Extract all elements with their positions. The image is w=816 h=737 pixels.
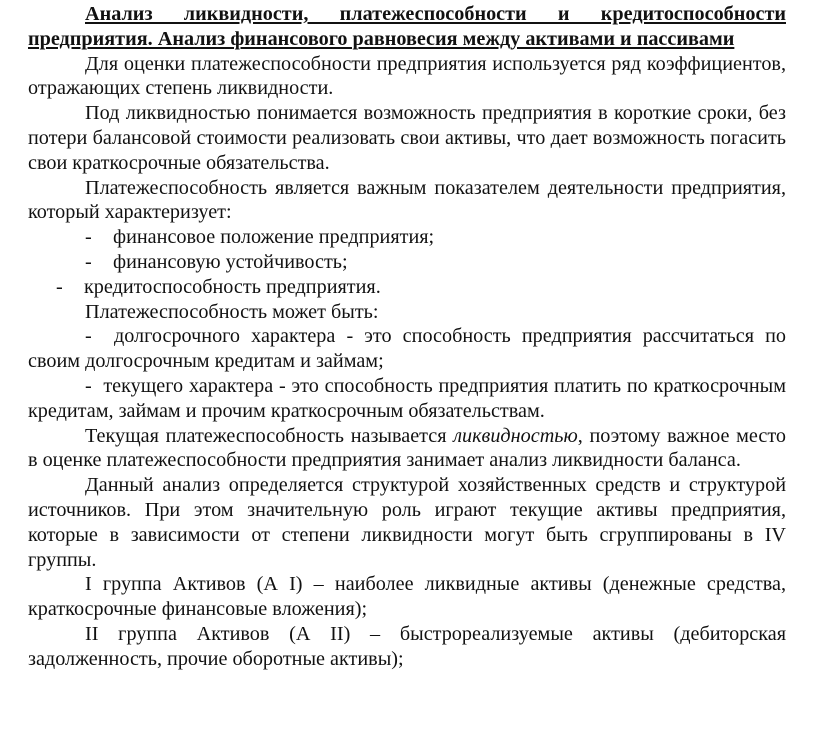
list-item xyxy=(28,275,786,300)
list-item xyxy=(28,374,786,424)
list-dash: - xyxy=(56,275,63,298)
document-heading: Анализ ликвидности, платежеспособности и кредитоспособности предприятия. Анализ финансового равновесия между активами и пассивами xyxy=(28,3,786,50)
list-item-text: долгосрочного характера - это способность предприятия рассчитаться по своим долгосрочным кредитам и займам; xyxy=(28,325,787,373)
document-page xyxy=(28,0,786,672)
paragraph-asset-groups: Данный анализ определяется структурой хозяйственных средств и структурой источников. При этом значительную роль играют текущие активы предприятия, которые в зависимости от степени ликвидности могут быть сгруппированы в IV группы. xyxy=(28,474,786,571)
list-dash: - xyxy=(85,250,92,273)
list-dash: - xyxy=(85,374,92,397)
paragraph-liquidity-coefficients: Для оценки платежеспособности предприятия используется ряд коэффициентов, отражающих степень ликвидности. xyxy=(28,52,786,100)
paragraph-text: Текущая платежеспособность называется xyxy=(85,424,454,447)
list-item-text: кредитоспособность предприятия. xyxy=(84,275,381,298)
list-item-text: финансовое положение предприятия; xyxy=(113,226,435,249)
list-item xyxy=(28,324,786,374)
list-item-text: финансовую устойчивость; xyxy=(113,250,348,273)
italic-term: ликвидностью xyxy=(453,424,578,447)
list-item-text: текущего характера - это способность предприятия платить по краткосрочным кредитам, займам и прочим краткосрочным обязательствам. xyxy=(28,374,786,422)
paragraph-solvency-indicator: Платежеспособность является важным показателем деятельности предприятия, который характеризует: xyxy=(28,176,786,224)
list-item xyxy=(28,225,786,250)
paragraph-text: , поэтому важное место в оценке платежеспособности предприятия занимает анализ ликвидности баланса. xyxy=(28,424,786,472)
list-dash: - xyxy=(85,325,92,348)
list-dash: - xyxy=(85,226,92,249)
list-item xyxy=(28,250,786,275)
paragraph-liquidity-definition: Под ликвидностью понимается возможность предприятия в короткие сроки, без потери балансовой стоимости реализовать свои активы, что дает возможность погасить свои краткосрочные обязательства. xyxy=(28,102,786,174)
paragraph-solvency-types: Платежеспособность может быть: xyxy=(85,300,379,323)
paragraph-current-solvency xyxy=(28,424,786,474)
paragraph-asset-group-2: II группа Активов (А II) – быстрореализуемые активы (дебиторская задолженность, прочие оборотные активы); xyxy=(28,622,786,670)
paragraph-asset-group-1: I группа Активов (А I) – наиболее ликвидные активы (денежные средства, краткосрочные финансовые вложения); xyxy=(28,573,786,621)
